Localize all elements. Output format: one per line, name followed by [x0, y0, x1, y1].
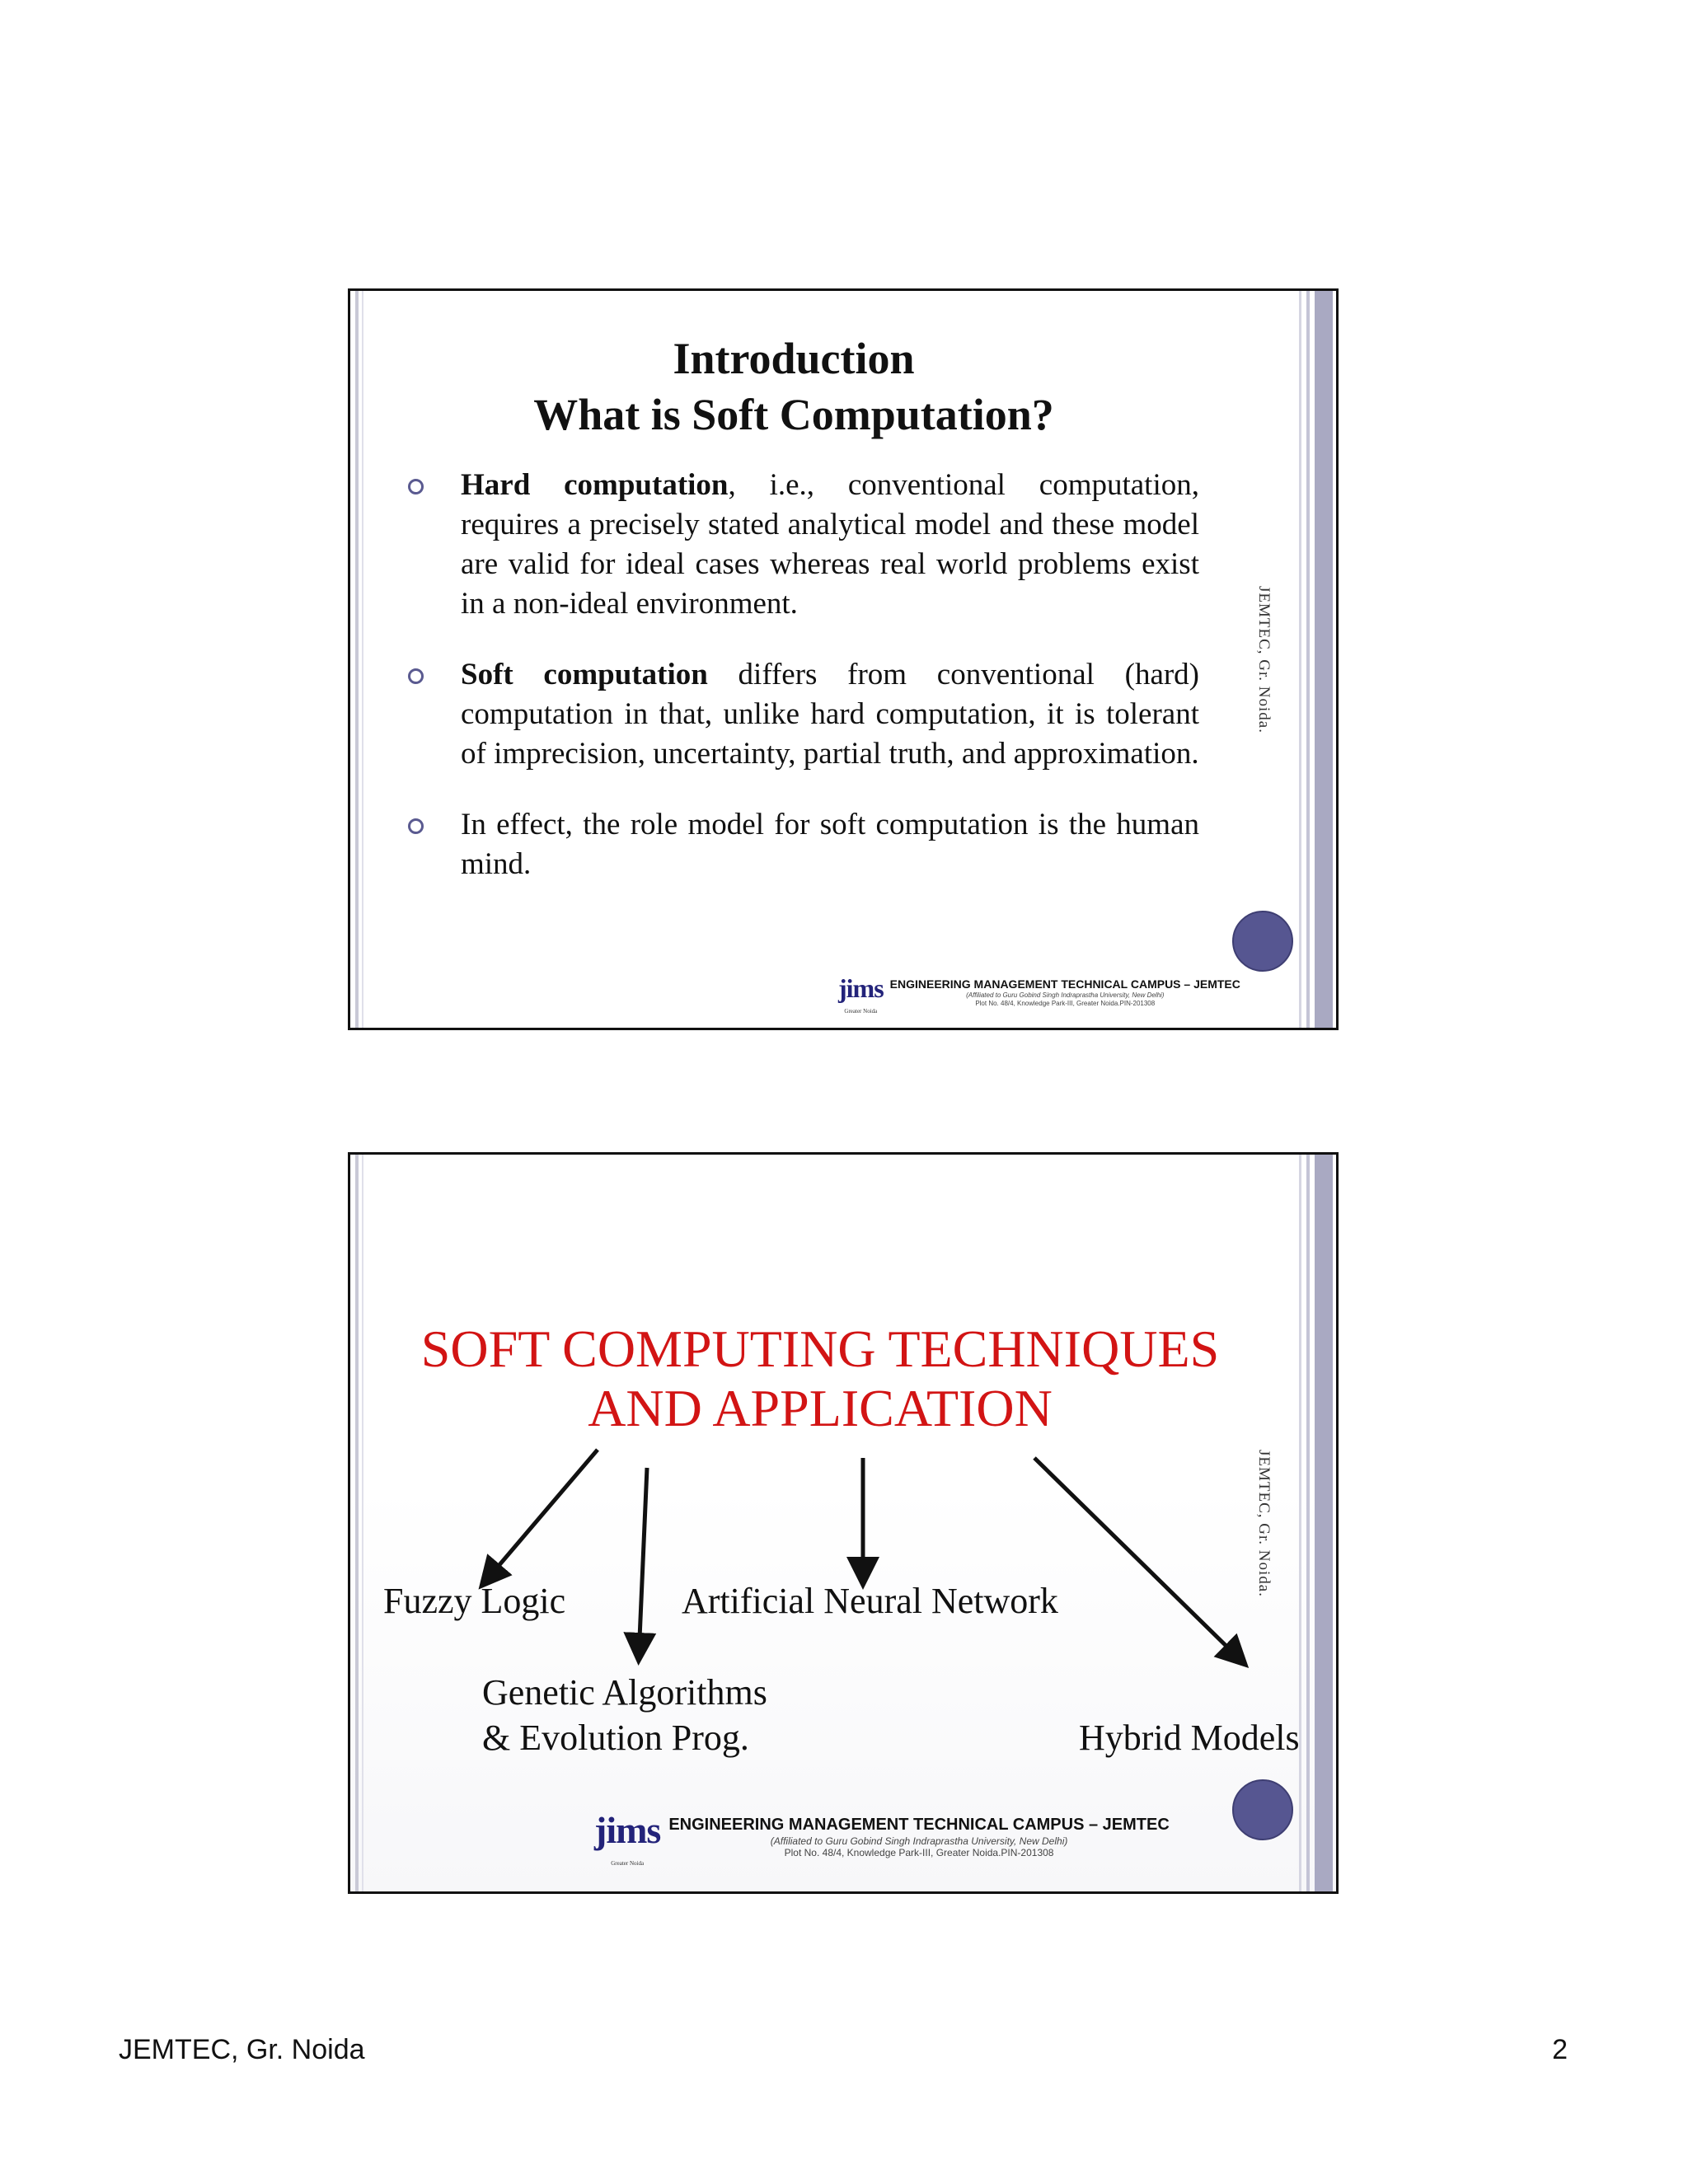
node-genetic-algorithms: Genetic Algorithms — [482, 1672, 767, 1713]
bullet-list — [408, 466, 1199, 916]
node-evolution-prog: & Evolution Prog. — [482, 1718, 749, 1758]
jims-logo-icon: jims Greater Noida — [594, 1809, 661, 1867]
slide-title — [350, 330, 1237, 443]
title-line-1: Introduction — [673, 334, 915, 383]
right-border-bars — [1293, 291, 1336, 1028]
bullet-text: differs from conventional (hard) computation in that, unlike hard computation, it is tolerant of imprecision, uncertainty, partial truth, and approximation. — [461, 658, 1200, 771]
address-text: Plot No. 48/4, Knowledge Park-III, Greater Noida.PIN-201308 — [784, 1847, 1054, 1858]
bullet-item — [408, 805, 1199, 884]
college-logo — [838, 973, 1240, 1023]
accent-circle — [1232, 911, 1293, 972]
footer-label: JEMTEC, Gr. Noida — [119, 2034, 365, 2065]
college-logo — [594, 1809, 1170, 1880]
address-text: Plot No. 48/4, Knowledge Park-III, Greater Noida.PIN-201308 — [975, 1000, 1156, 1007]
bullet-ring-icon — [408, 479, 424, 494]
bullet-ring-icon — [408, 668, 424, 684]
slide-introduction — [348, 288, 1339, 1030]
title-line-1: SOFT COMPUTING TECHNIQUES — [420, 1319, 1220, 1378]
title-line-2: What is Soft Computation? — [533, 390, 1054, 439]
arrow-diagram — [350, 1155, 1339, 1894]
campus-name: ENGINEERING MANAGEMENT TECHNICAL CAMPUS – JEMTEC — [889, 977, 1240, 991]
bullet-text: In effect, the role model for soft computation is the human mind. — [461, 808, 1199, 881]
arrow-to-fuzzy-logic — [484, 1450, 598, 1583]
node-neural-network: Artificial Neural Network — [682, 1581, 1058, 1621]
arrow-to-hybrid-models — [1034, 1458, 1243, 1662]
bullet-item — [408, 655, 1199, 774]
page-number: 2 — [1552, 2034, 1568, 2065]
campus-name: ENGINEERING MANAGEMENT TECHNICAL CAMPUS – JEMTEC — [668, 1816, 1170, 1834]
side-text: JEMTEC, Gr. Noida. — [1255, 585, 1273, 733]
title-line-2: AND APPLICATION — [588, 1379, 1053, 1437]
slide-techniques — [348, 1152, 1339, 1894]
bullet-item — [408, 466, 1199, 624]
jims-logo-icon: jims Greater Noida — [838, 973, 884, 1015]
bullet-ring-icon — [408, 818, 424, 834]
affiliation-text: (Affiliated to Guru Gobind Singh Indraprastha University, New Delhi) — [770, 1835, 1068, 1847]
side-text: JEMTEC, Gr. Noida. — [1255, 1449, 1273, 1597]
arrow-to-genetic-algorithms — [639, 1468, 647, 1657]
bullet-bold-term: Hard computation — [461, 468, 729, 502]
bullet-bold-term: Soft computation — [461, 658, 708, 691]
node-hybrid-models: Hybrid Models — [1079, 1718, 1300, 1758]
node-fuzzy-logic: Fuzzy Logic — [383, 1581, 566, 1621]
bullet-text: , i.e., conventional computation, requires a precisely stated analytical model and these model are valid for ideal cases whereas real world problems exist in a non-ideal environment. — [461, 468, 1199, 621]
affiliation-text: (Affiliated to Guru Gobind Singh Indraprastha University, New Delhi) — [966, 991, 1165, 999]
